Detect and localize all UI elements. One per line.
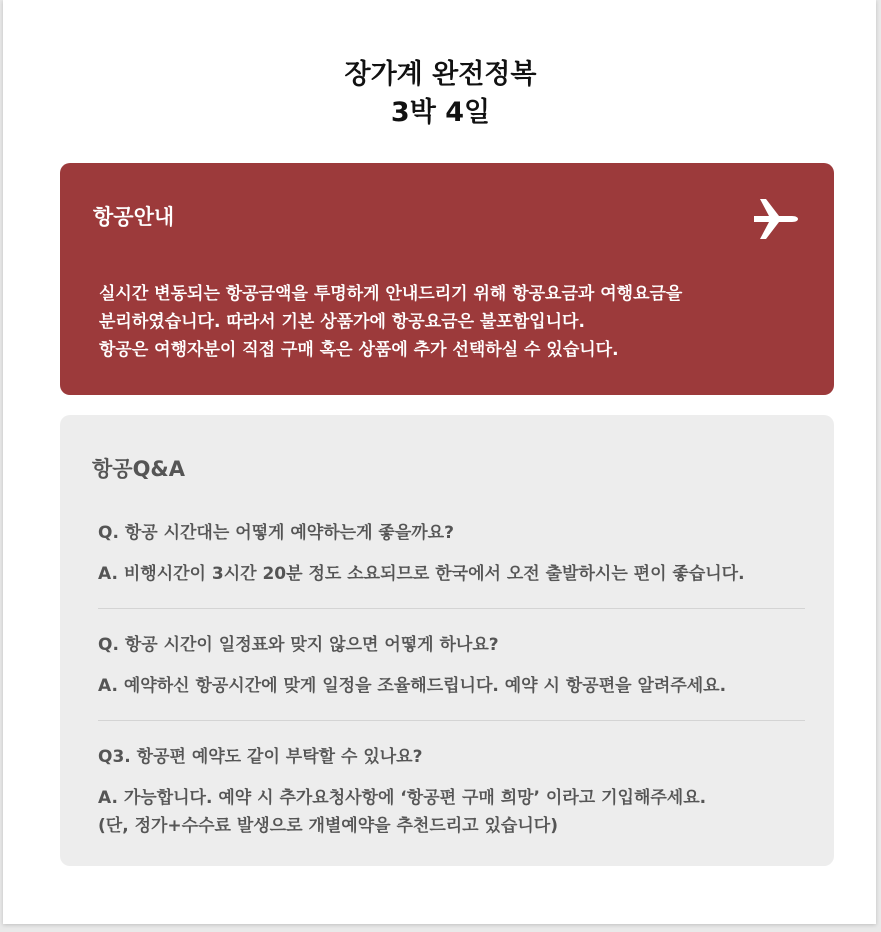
qa-item [98,633,806,700]
qa-answer: A. 비행시간이 3시간 20분 정도 소요되므로 한국에서 오전 출발하시는 편이 좋습니다. [98,564,745,584]
qa-item [98,521,806,588]
flight-qa-card [60,415,834,866]
flight-info-card [60,163,834,395]
flight-info-line: 분리하였습니다. 따라서 기본 상품가에 항공요금은 불포함입니다. [99,312,585,332]
airplane-icon [752,195,800,243]
page-title [0,56,881,132]
qa-answer: A. 가능합니다. 예약 시 추가요청사항에 ‘항공편 구매 희망’ 이라고 기입해주세요. [98,788,707,808]
flight-info-line: 실시간 변동되는 항공금액을 투명하게 안내드리기 위해 항공요금과 여행요금을 [99,284,683,304]
qa-question: Q. 항공 시간이 일정표와 맞지 않으면 어떻게 하나요? [98,635,499,655]
qa-item [98,745,806,840]
qa-question: Q. 항공 시간대는 어떻게 예약하는게 좋을까요? [98,523,454,543]
flight-info-line: 항공은 여행자분이 직접 구매 혹은 상품에 추가 선택하실 수 있습니다. [99,340,619,360]
flight-info-heading: 항공안내 [93,205,175,229]
qa-question: Q3. 항공편 예약도 같이 부탁할 수 있나요? [98,747,423,767]
page-title-line2: 3박 4일 [390,97,491,128]
page-title-line1: 장가계 완전정복 [344,59,537,90]
qa-divider [98,608,805,609]
qa-answer: A. 예약하신 항공시간에 맞게 일정을 조율해드립니다. 예약 시 항공편을 알려주세요. [98,676,727,696]
qa-divider [98,720,805,721]
qa-answer-note: (단, 정가+수수료 발생으로 개별예약을 추천드리고 있습니다) [98,816,558,836]
flight-info-body [99,280,799,364]
qa-heading: 항공Q&A [92,457,185,481]
